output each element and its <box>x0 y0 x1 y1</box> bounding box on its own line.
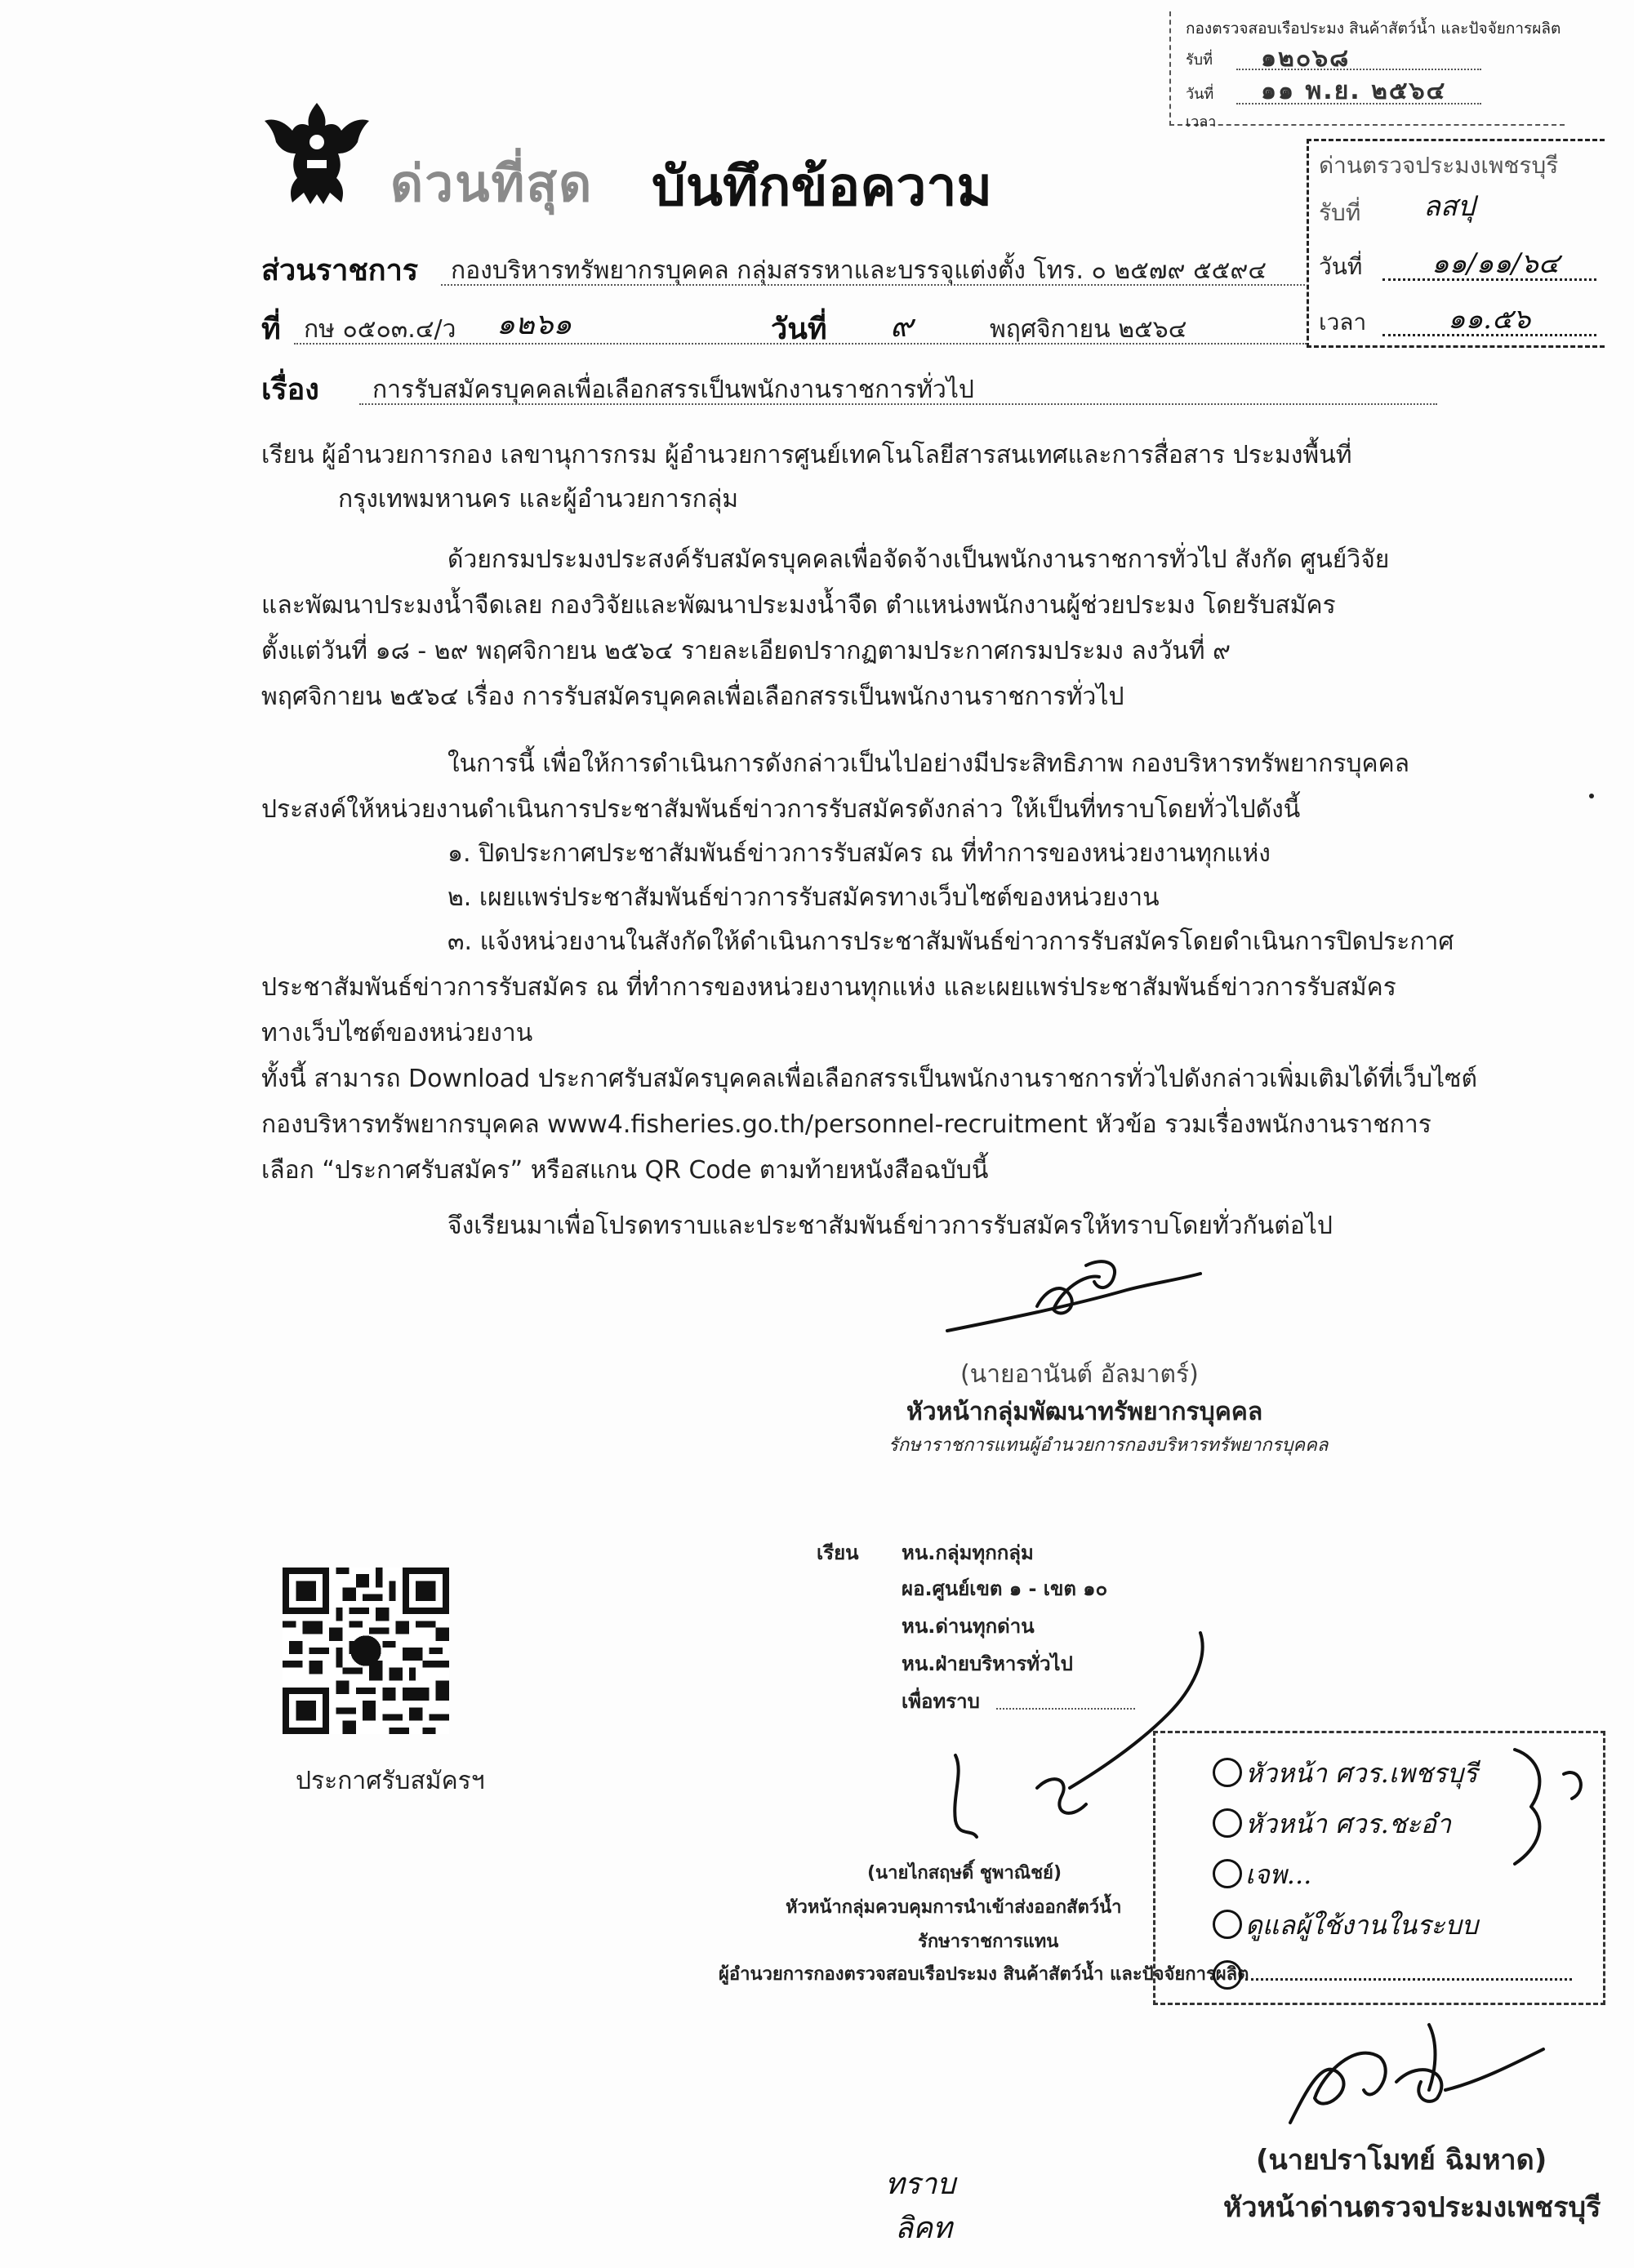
station-date-value: ๑๑/๑๑/๖๔ <box>1431 247 1560 280</box>
handwritten-note: ลิคท <box>895 2212 952 2245</box>
checkbox-icon <box>1213 1758 1242 1787</box>
subject-underline <box>359 403 1437 405</box>
paragraph-line: กองบริหารทรัพยากรบุคคล www4.fisheries.go.th/personnel-recruitment หัวข้อ รวมเรื่องพนักงานราชการ <box>261 1110 1431 1139</box>
date-day: ๙ <box>890 308 913 344</box>
station-time-line <box>1382 334 1596 336</box>
checkbox-icon <box>1213 1859 1242 1888</box>
distribution-item: เจพ... <box>1245 1859 1312 1890</box>
signer1-position: หัวหน้ากลุ่มพัฒนาทรัพยากรบุคคล <box>906 1398 1263 1426</box>
station-number-label: รับที่ <box>1319 199 1361 226</box>
receipt-date-line <box>1236 103 1481 105</box>
routing-line: หน.ด่านทุกด่าน <box>902 1615 1035 1638</box>
signer3-position: หัวหน้าด่านตรวจประมงเพชรบุรี <box>1223 2191 1601 2224</box>
routing-label: เรียน <box>817 1541 859 1564</box>
receipt-stamp-org: กองตรวจสอบเรือประมง สินค้าสัตว์น้ำ และปัจจัยการผลิต <box>1186 20 1561 38</box>
routing-line: หน.ฝ่ายบริหารทั่วไป <box>902 1652 1073 1675</box>
subject-value: การรับสมัครบุคคลเพื่อเลือกสรรเป็นพนักงานราชการทั่วไป <box>372 376 974 404</box>
receipt-time-label: เวลา <box>1186 113 1217 131</box>
to-line: กรุงเทพมหานคร และผู้อำนวยการกลุ่ม <box>338 485 739 514</box>
paragraph-line: เลือก “ประกาศรับสมัคร” หรือสแกน QR Code ตามท้ายหนังสือฉบับนี้ <box>261 1156 989 1185</box>
date-value: พฤศจิกายน ๒๕๖๔ <box>990 315 1187 344</box>
station-stamp <box>1307 139 1605 348</box>
receipt-number-label: รับที่ <box>1186 51 1213 69</box>
urgency-label: ด่วนที่สุด <box>390 153 594 213</box>
routing-line: หน.กลุ่มทุกกลุ่ม <box>902 1541 1034 1564</box>
to-line: เรียน ผู้อำนวยการกอง เลขานุการกรม ผู้อำนวยการศูนย์เทคโนโลยีสารสนเทศและการสื่อสาร ประมงพื้นที่ <box>261 441 1352 469</box>
subject-label: เรื่อง <box>261 373 319 407</box>
station-date-line <box>1382 278 1596 281</box>
date-label: วันที่ <box>771 313 827 346</box>
receipt-number-line <box>1236 69 1481 70</box>
signer3-name: (นายปราโมทย์ ฉิมหาด) <box>1256 2144 1547 2177</box>
receipt-date-value: ๑๑ พ.ย. ๒๕๖๔ <box>1261 77 1447 105</box>
list-item-cont: ประชาสัมพันธ์ข่าวการรับสมัคร ณ ที่ทำการของหน่วยงานทุกแห่ง และเผยแพร่ประชาสัมพันธ์ข่าวการรับสมัคร <box>261 973 1396 1002</box>
list-item: ๑. ปิดประกาศประชาสัมพันธ์ข่าวการรับสมัคร ณ ที่ทำการของหน่วยงานทุกแห่ง <box>447 839 1271 868</box>
distribution-box <box>1153 1731 1605 2005</box>
paragraph-line: ทั้งนี้ สามารถ Download ประกาศรับสมัครบุคคลเพื่อเลือกสรรเป็นพนักงานราชการทั่วไปดังกล่าวเพิ่มเติมได้ที่เว็บไซต์ <box>261 1065 1477 1093</box>
distribution-item: หัวหน้า ศวร.ชะอำ <box>1245 1808 1451 1839</box>
signature-2 <box>931 1739 1127 1853</box>
qr-code-icon <box>283 1568 449 1734</box>
list-item: ๒. เผยแพร่ประชาสัมพันธ์ข่าวการรับสมัครทางเว็บไซต์ของหน่วยงาน <box>447 883 1160 912</box>
paragraph-line: และพัฒนาประมงน้ำจืดเลย กองวิจัยและพัฒนาประมงน้ำจืด ตำแหน่งพนักงานผู้ช่วยประมง โดยรับสมัคร <box>261 591 1336 620</box>
signer1-acting: รักษาราชการแทนผู้อำนวยการกองบริหารทรัพยากรบุคคล <box>888 1435 1329 1456</box>
handwritten-note: ทราบ <box>885 2168 956 2201</box>
agency-label: ส่วนราชการ <box>261 254 419 287</box>
distribution-bracket-mark <box>1507 1741 1596 1872</box>
station-stamp-name: ด่านตรวจประมงเพชรบุรี <box>1319 152 1559 179</box>
ref-label: ที่ <box>261 313 281 346</box>
paragraph-line: ประสงค์ให้หน่วยงานดำเนินการประชาสัมพันธ์ข่าวการรับสมัครดังกล่าว ให้เป็นที่ทราบโดยทั่วไปดังนี้ <box>261 795 1301 824</box>
station-time-value: ๑๑.๕๖ <box>1448 303 1531 336</box>
paragraph-line: ในการนี้ เพื่อให้การดำเนินการดังกล่าวเป็นไปอย่างมีประสิทธิภาพ กองบริหารทรัพยากรบุคคล <box>447 749 1410 778</box>
memo-title: บันทึกข้อความ <box>652 155 993 218</box>
garuda-emblem-icon <box>260 96 374 211</box>
closing-line: จึงเรียนมาเพื่อโปรดทราบและประชาสัมพันธ์ข่าวการรับสมัครให้ทราบโดยทั่วกันต่อไป <box>447 1212 1333 1240</box>
routing-line: ผอ.ศูนย์เขต ๑ - เขต ๑๐ <box>902 1577 1108 1600</box>
agency-underline <box>441 284 1305 286</box>
paragraph-line: พฤศจิกายน ๒๕๖๔ เรื่อง การรับสมัครบุคคลเพื่อเลือกสรรเป็นพนักงานราชการทั่วไป <box>261 683 1124 711</box>
distribution-item: ดูแลผู้ใช้งานในระบบ <box>1245 1910 1479 1941</box>
agency-value: กองบริหารทรัพยากรบุคคล กลุ่มสรรหาและบรรจุแต่งตั้ง โทร. ๐ ๒๕๗๙ ๕๕๙๔ <box>451 256 1267 285</box>
checkbox-icon <box>1213 1960 1242 1990</box>
distribution-blank-line <box>1245 1978 1572 1981</box>
ref-underline <box>294 343 1307 345</box>
qr-caption: ประกาศรับสมัครฯ <box>296 1767 485 1795</box>
station-time-label: เวลา <box>1319 309 1367 336</box>
signature-1 <box>939 1241 1209 1347</box>
station-date-label: วันที่ <box>1319 253 1363 280</box>
ref-handwritten: ๑๒๖๑ <box>496 308 572 341</box>
station-number-value: ลสปุ <box>1423 190 1476 223</box>
routing-line: เพื่อทราบ <box>902 1690 980 1713</box>
ref-value: กษ ๐๕๐๓.๔/ว <box>304 315 456 344</box>
signer1-name: (นายอานันต์ อัลมาตร์) <box>960 1360 1199 1389</box>
speck-dot <box>1589 794 1594 798</box>
list-item-cont: ทางเว็บไซต์ของหน่วยงาน <box>261 1019 533 1047</box>
list-item: ๓. แจ้งหน่วยงานในสังกัดให้ดำเนินการประชาสัมพันธ์ข่าวการรับสมัครโดยดำเนินการปิดประกาศ <box>447 927 1454 956</box>
signature-3 <box>1274 2008 1552 2147</box>
paragraph-line: ด้วยกรมประมงประสงค์รับสมัครบุคคลเพื่อจัดจ้างเป็นพนักงานราชการทั่วไป สังกัด ศูนย์วิจัย <box>447 545 1390 574</box>
receipt-stamp <box>1169 11 1565 131</box>
checkbox-icon <box>1213 1808 1242 1838</box>
receipt-date-label: วันที่ <box>1186 86 1214 103</box>
paragraph-line: ตั้งแต่วันที่ ๑๘ - ๒๙ พฤศจิกายน ๒๕๖๔ รายละเอียดปรากฏตามประกาศกรมประมง ลงวันที่ ๙ <box>261 637 1231 665</box>
checkbox-icon <box>1213 1910 1242 1939</box>
signer2-name: (นายไกสฤษดิ์ ชูพาณิชย์) <box>867 1863 1062 1883</box>
distribution-item: หัวหน้า ศวร.เพชรบุรี <box>1245 1758 1478 1789</box>
signer2-position: หัวหน้ากลุ่มควบคุมการนำเข้าส่งออกสัตว์น้ำ <box>786 1897 1122 1918</box>
signer2-org: ผู้อำนวยการกองตรวจสอบเรือประมง สินค้าสัตว์น้ำ และปัจจัยการผลิต <box>719 1964 1249 1985</box>
receipt-number-value: ๑๒๐๖๘ <box>1261 44 1351 73</box>
signer2-acting: รักษาราชการแทน <box>918 1932 1059 1952</box>
